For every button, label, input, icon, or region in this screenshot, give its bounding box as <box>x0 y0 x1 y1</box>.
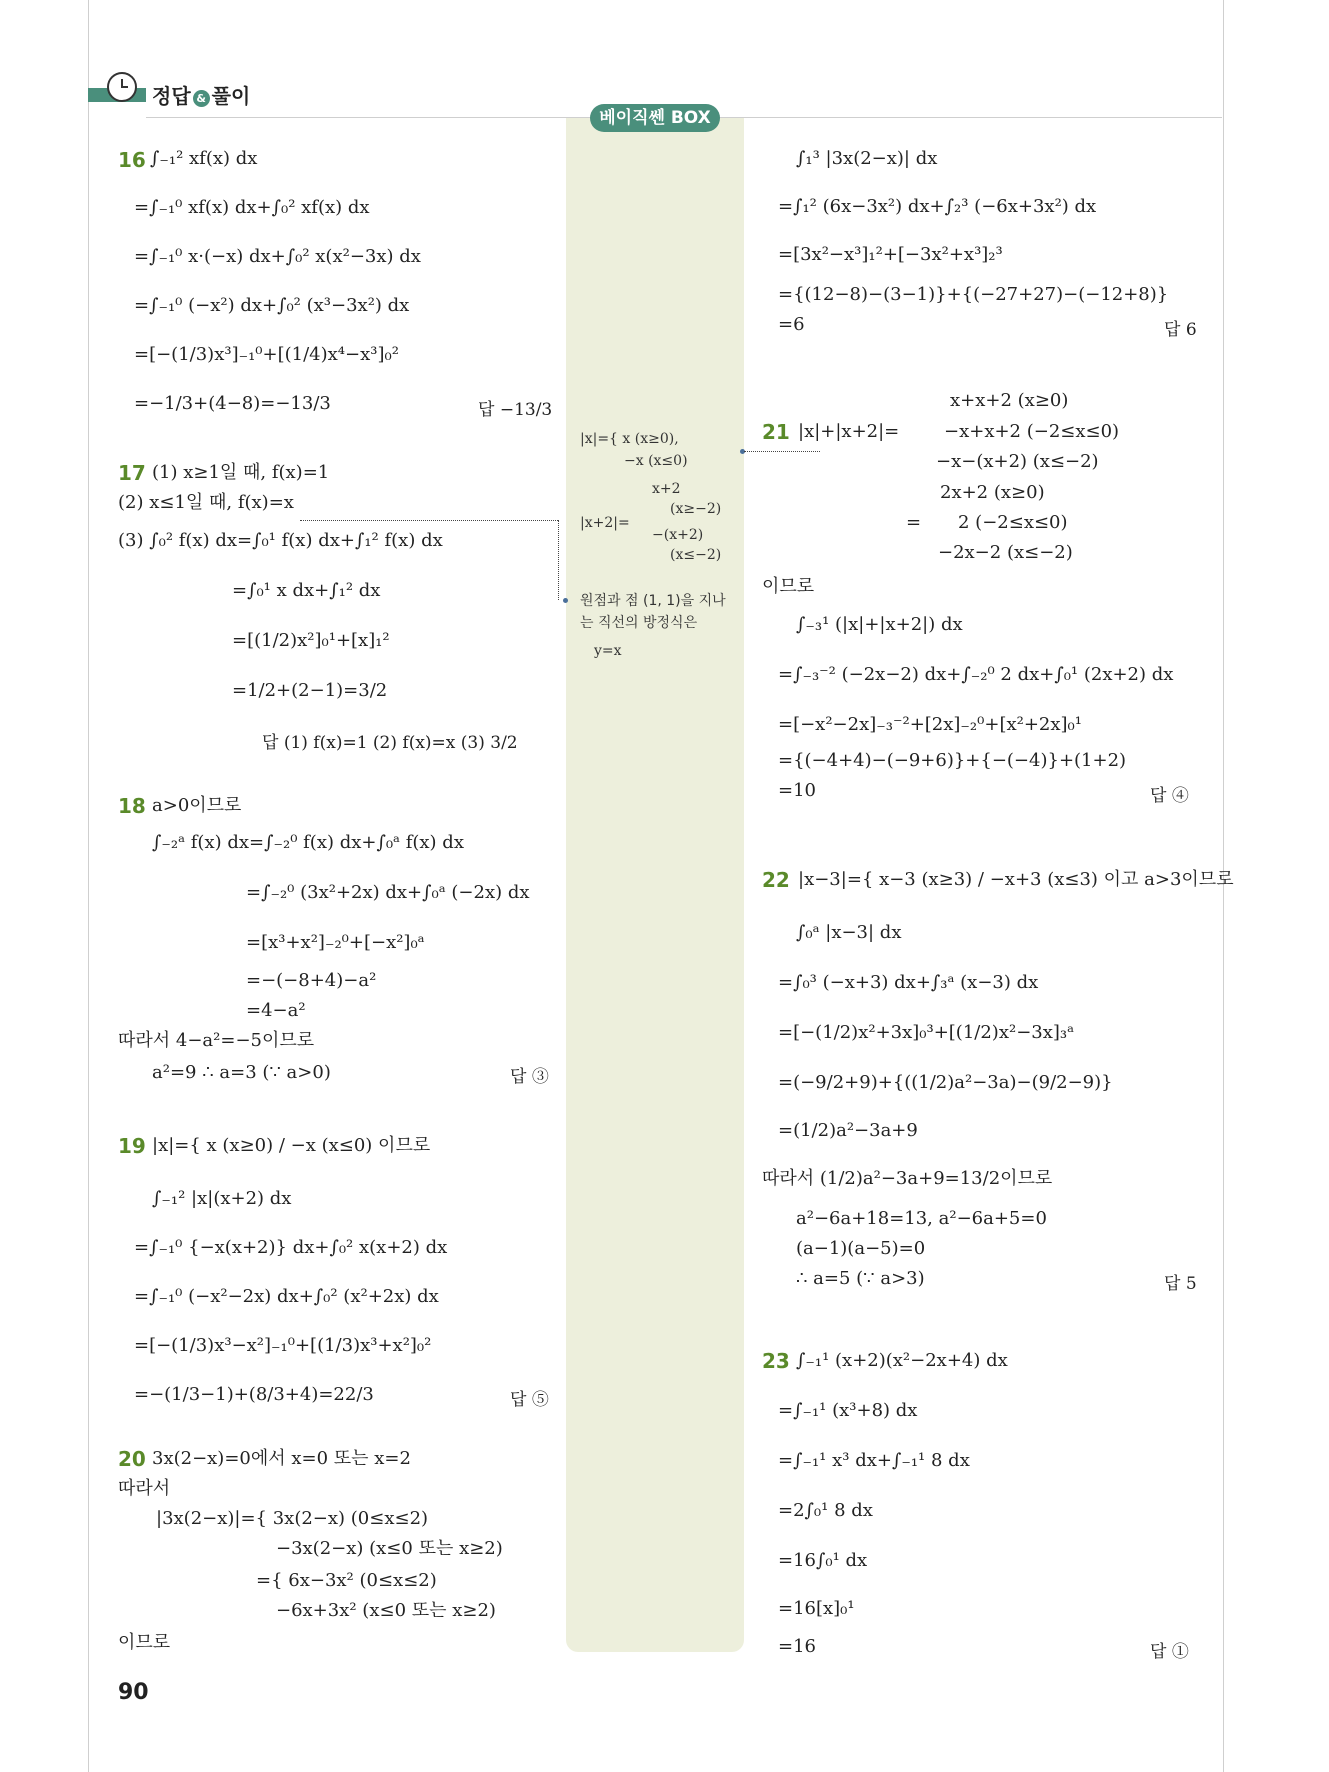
p18-line: a>0이므로 <box>152 795 242 816</box>
box-abs-x2: (x≥−2) <box>670 501 722 517</box>
p20-line: −6x+3x² (x≤0 또는 x≥2) <box>276 1600 496 1621</box>
box-abs-x2: −(x+2) <box>652 527 704 543</box>
p20b-line: =6 <box>778 314 805 335</box>
p18-line: =4−a² <box>246 1000 306 1021</box>
problem-number-20: 20 <box>118 1447 146 1471</box>
problem-number-22: 22 <box>762 868 790 892</box>
p23-line: =∫₋₁¹ (x³+8) dx <box>778 1400 918 1421</box>
box-note: y=x <box>594 643 622 659</box>
p22-line: =(1/2)a²−3a+9 <box>778 1120 918 1141</box>
p20b-line: ={(12−8)−(3−1)}+{(−27+27)−(−12+8)} <box>778 284 1169 305</box>
p21-line: ={(−4+4)−(−9+6)}+{−(−4)}+(1+2) <box>778 750 1127 771</box>
problem-number-16: 16 <box>118 148 146 172</box>
p18-line: =∫₋₂⁰ (3x²+2x) dx+∫₀ᵃ (−2x) dx <box>246 882 530 903</box>
p22-line: =[−(1/2)x²+3x]₀³+[(1/2)x²−3x]₃ᵃ <box>778 1022 1075 1043</box>
p23-line: =2∫₀¹ 8 dx <box>778 1500 873 1521</box>
p16-line: ∫₋₁² xf(x) dx <box>150 148 258 169</box>
p22-line: |x−3|={ x−3 (x≥3) / −x+3 (x≤3) 이고 a>3이므로 <box>798 869 1234 890</box>
p16-line: =∫₋₁⁰ xf(x) dx+∫₀² xf(x) dx <box>134 197 370 218</box>
problem-number-23: 23 <box>762 1349 790 1373</box>
p18-line: =[x³+x²]₋₂⁰+[−x²]₀ᵃ <box>246 932 425 953</box>
p23-answer: 답 ① <box>1150 1642 1189 1662</box>
p16-line: =−1/3+(4−8)=−13/3 <box>134 393 331 414</box>
p17-line: (2) x≤1일 때, f(x)=x <box>118 492 294 513</box>
p18-line: =−(−8+4)−a² <box>246 970 377 991</box>
p17-line: (3) ∫₀² f(x) dx=∫₀¹ f(x) dx+∫₁² f(x) dx <box>118 530 443 551</box>
p20-line: −3x(2−x) (x≤0 또는 x≥2) <box>276 1538 503 1559</box>
p17-line: (1) x≥1일 때, f(x)=1 <box>152 462 330 483</box>
p21-answer: 답 ④ <box>1150 786 1189 806</box>
p21-line: =10 <box>778 780 816 801</box>
p18-line: ∫₋₂ᵃ f(x) dx=∫₋₂⁰ f(x) dx+∫₀ᵃ f(x) dx <box>152 832 464 853</box>
ampersand-badge: & <box>193 90 210 107</box>
box-abs-x2: x+2 <box>652 481 681 497</box>
box-abs-x: |x|={ x (x≥0), <box>580 431 679 447</box>
p22-line: a²−6a+18=13, a²−6a+5=0 <box>796 1208 1047 1229</box>
p21-line: ∫₋₃¹ (|x|+|x+2|) dx <box>796 614 963 635</box>
box-abs-x: −x (x≤0) <box>624 453 688 469</box>
p18-answer: 답 ③ <box>510 1067 549 1087</box>
page-number: 90 <box>118 1680 149 1705</box>
p21-line: x+x+2 (x≥0) <box>950 390 1069 411</box>
p19-line: ∫₋₁² |x|(x+2) dx <box>152 1188 292 1209</box>
p19-line: =∫₋₁⁰ (−x²−2x) dx+∫₀² (x²+2x) dx <box>134 1286 439 1307</box>
p20-answer: 답 6 <box>1164 320 1197 340</box>
p22-line: (a−1)(a−5)=0 <box>796 1238 926 1259</box>
p16-line: =∫₋₁⁰ (−x²) dx+∫₀² (x³−3x²) dx <box>134 295 410 316</box>
p21-line: 이므로 <box>762 576 815 597</box>
section-title: 정답 & 풀이 <box>152 84 251 108</box>
p20b-line: ∫₁³ |3x(2−x)| dx <box>796 148 938 169</box>
p20-line: 이므로 <box>118 1632 171 1653</box>
p22-answer: 답 5 <box>1164 1274 1197 1294</box>
box-note: 원점과 점 (1, 1)을 지나 <box>580 593 726 609</box>
pointer-line <box>300 520 558 521</box>
p22-line: =(−9/2+9)+{((1/2)a²−3a)−(9/2−9)} <box>778 1072 1113 1093</box>
p17-line: =1/2+(2−1)=3/2 <box>232 680 388 701</box>
problem-number-19: 19 <box>118 1134 146 1158</box>
p21-line: −2x−2 (x≤−2) <box>938 542 1073 563</box>
p23-line: =16[x]₀¹ <box>778 1598 855 1619</box>
p21-line: −x+x+2 (−2≤x≤0) <box>944 421 1120 442</box>
p21-line: =∫₋₃⁻² (−2x−2) dx+∫₋₂⁰ 2 dx+∫₀¹ (2x+2) dx <box>778 664 1174 685</box>
p23-line: =16∫₀¹ dx <box>778 1550 868 1571</box>
p22-line: ∫₀ᵃ |x−3| dx <box>796 922 902 943</box>
problem-number-18: 18 <box>118 794 146 818</box>
pointer-line <box>744 451 820 452</box>
p17-answer: 답 (1) f(x)=1 (2) f(x)=x (3) 3/2 <box>262 733 518 753</box>
p20b-line: =∫₁² (6x−3x²) dx+∫₂³ (−6x+3x²) dx <box>778 196 1097 217</box>
p23-line: =∫₋₁¹ x³ dx+∫₋₁¹ 8 dx <box>778 1450 970 1471</box>
p21-line: −x−(x+2) (x≤−2) <box>936 451 1099 472</box>
box-note: 는 직선의 방정식은 <box>580 615 698 631</box>
p19-line: =[−(1/3)x³−x²]₋₁⁰+[(1/3)x³+x²]₀² <box>134 1335 432 1356</box>
box-abs-x2: (x≤−2) <box>670 547 722 563</box>
box-abs-x2: |x+2|= <box>580 515 630 531</box>
p16-line: =[−(1/3)x³]₋₁⁰+[(1/4)x⁴−x³]₀² <box>134 344 399 365</box>
pointer-dot <box>563 598 568 603</box>
p16-line: =∫₋₁⁰ x·(−x) dx+∫₀² x(x²−3x) dx <box>134 246 421 267</box>
p20b-line: =[3x²−x³]₁²+[−3x²+x³]₂³ <box>778 244 1003 265</box>
p20-line: 따라서 <box>118 1478 171 1499</box>
p23-line: ∫₋₁¹ (x+2)(x²−2x+4) dx <box>796 1350 1008 1371</box>
p22-line: =∫₀³ (−x+3) dx+∫₃ᵃ (x−3) dx <box>778 972 1039 993</box>
p21-line: = <box>906 512 922 533</box>
p21-line: |x|+|x+2|= <box>798 421 900 442</box>
p19-answer: 답 ⑤ <box>510 1390 549 1410</box>
p22-line: 따라서 (1/2)a²−3a+9=13/2이므로 <box>762 1168 1053 1189</box>
pointer-line <box>558 520 559 600</box>
p21-line: 2x+2 (x≥0) <box>940 482 1045 503</box>
p21-line: 2 (−2≤x≤0) <box>958 512 1068 533</box>
p19-line: =−(1/3−1)+(8/3+4)=22/3 <box>134 1384 374 1405</box>
problem-number-17: 17 <box>118 461 146 485</box>
p18-line: 따라서 4−a²=−5이므로 <box>118 1030 315 1051</box>
p22-line: ∴ a=5 (∵ a>3) <box>796 1268 925 1289</box>
p17-line: =[(1/2)x²]₀¹+[x]₁² <box>232 630 390 651</box>
p19-line: =∫₋₁⁰ {−x(x+2)} dx+∫₀² x(x+2) dx <box>134 1237 448 1258</box>
p20-line: ={ 6x−3x² (0≤x≤2) <box>256 1570 437 1591</box>
clock-icon <box>107 72 137 102</box>
p21-line: =[−x²−2x]₋₃⁻²+[2x]₋₂⁰+[x²+2x]₀¹ <box>778 714 1082 735</box>
p23-line: =16 <box>778 1636 816 1657</box>
basic-box-column <box>566 118 744 1652</box>
p19-line: |x|={ x (x≥0) / −x (x≤0) 이므로 <box>152 1135 431 1156</box>
p20-line: |3x(2−x)|={ 3x(2−x) (0≤x≤2) <box>156 1508 429 1529</box>
basic-box-badge: 베이직쎈 BOX <box>590 104 720 132</box>
p20-line: 3x(2−x)=0에서 x=0 또는 x=2 <box>152 1448 411 1469</box>
p18-line: a²=9 ∴ a=3 (∵ a>0) <box>152 1062 331 1083</box>
problem-number-21: 21 <box>762 420 790 444</box>
p16-answer: 답 −13/3 <box>478 400 553 420</box>
p17-line: =∫₀¹ x dx+∫₁² dx <box>232 580 381 601</box>
